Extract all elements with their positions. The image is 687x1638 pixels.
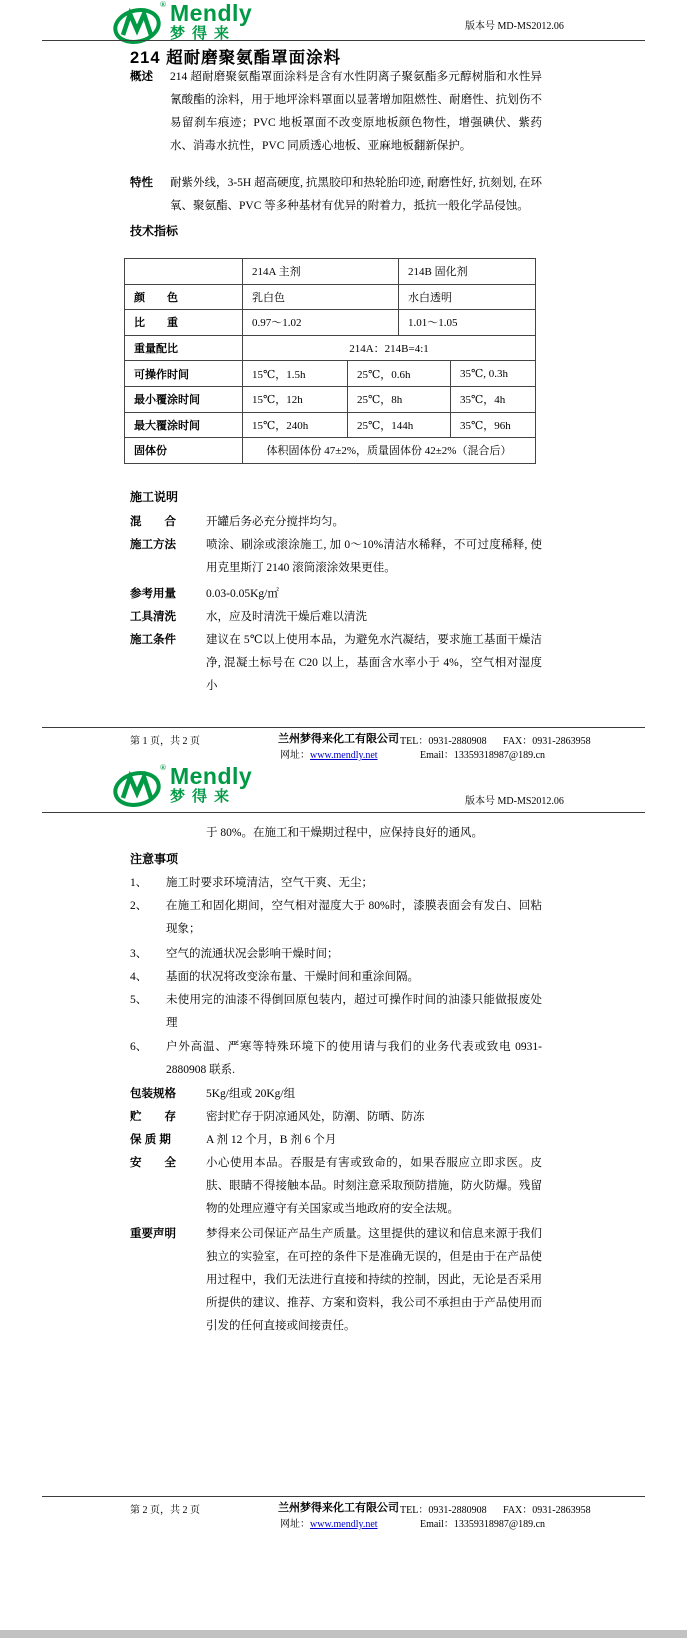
page-info-p1: 第 1 页，共 2 页	[130, 736, 200, 747]
cell-value: 35℃, 0.3h	[460, 368, 509, 381]
dosage-label: 参考用量	[130, 588, 176, 600]
note-item	[130, 872, 542, 895]
viewport-bottom-strip	[0, 1630, 687, 1638]
brand-name: Mendly	[169, 763, 253, 789]
method-text: 喷涂、刷涂或滚涂施工, 加 0～10%清洁水稀释，不可过度稀释, 使用克里斯汀 2140 滚筒滚涂效果更佳。	[206, 539, 542, 574]
safety-section	[130, 1152, 542, 1221]
packing-section	[130, 1083, 542, 1106]
row-label: 可操作时间	[125, 361, 243, 386]
feature-text: 耐紫外线，3-5H 超高硬度, 抗黑胶印和热轮胎印迹, 耐磨性好, 抗刻划, 在环氧、聚氨酯、PVC 等多种基材有优异的附着力，抵抗一般化学品侵蚀。	[170, 177, 542, 212]
footer-web-p2	[280, 1515, 378, 1530]
version-label-p2: 版本号 MD-MS2012.06	[465, 796, 564, 807]
row-label: 比 重	[125, 310, 243, 335]
mix-text: 开罐后务必充分搅拌均匀。	[206, 516, 344, 528]
tech-heading: 技术指标	[130, 224, 179, 238]
company-name: 兰州梦得来化工有限公司	[278, 733, 399, 745]
table-row-recoat-max	[125, 413, 535, 439]
note-text: 空气的流通状况会影响干燥时间；	[166, 948, 339, 960]
footer-email-p1: Email：13359318987@189.cn	[420, 750, 546, 761]
table-header-row	[125, 259, 535, 285]
brand-name: Mendly	[169, 0, 253, 26]
shelf-life-text: A 剂 12 个月，B 剂 6 个月	[206, 1134, 337, 1146]
overview-section	[130, 66, 542, 158]
note-item	[130, 895, 542, 941]
cleaning-text: 水，应及时清洗干燥后难以清洗	[206, 611, 367, 623]
website-link[interactable]: www.mendly.net	[310, 1519, 378, 1530]
header-rule-p2	[42, 812, 645, 813]
row-label: 重量配比	[125, 336, 243, 361]
condition-text: 建议在 5℃以上使用本品，为避免水汽凝结，要求施工基面干燥洁净, 混凝土标号在 C20 以上，基面含水率小于 4%，空气相对湿度小	[206, 634, 542, 692]
note-num: 6、	[130, 1041, 148, 1053]
note-text: 施工时要求环境清洁，空气干爽、无尘；	[166, 877, 373, 889]
cell-value: 1.01～1.05	[408, 317, 458, 330]
condition-label: 施工条件	[130, 634, 176, 646]
method-section	[130, 534, 542, 580]
note-item	[130, 1036, 542, 1082]
cell-value: 35℃，4h	[460, 394, 506, 407]
cell-value: 15℃，240h	[243, 413, 348, 438]
page-title: 214 超耐磨聚氨酯罩面涂料	[130, 49, 342, 67]
spec-table	[124, 258, 536, 464]
table-row-color	[125, 285, 535, 311]
note-num: 5、	[130, 994, 148, 1006]
packing-label: 包装规格	[130, 1088, 176, 1100]
brand-name-cn: 梦得来	[169, 26, 236, 42]
cleaning-label: 工具清洗	[130, 611, 176, 623]
row-label: 颜 色	[125, 285, 243, 310]
version-label: 版本号 MD-MS2012.06	[465, 21, 564, 32]
cell-value: 15℃，12h	[243, 387, 348, 412]
web-label: 网址：	[280, 1519, 310, 1530]
note-text: 户外高温、严寒等特殊环境下的使用请与我们的业务代表或致电 0931-2880908 联系.	[166, 1041, 542, 1076]
mix-label: 混 合	[130, 516, 176, 528]
row-label: 固体份	[125, 438, 243, 463]
overview-text: 214 超耐磨聚氨酯罩面涂料是含有水性阴离子聚氨酯多元醇树脂和水性异氰酸酯的涂料，用于地坪涂料罩面以显著增加阻燃性、耐磨性、抗划伤不易留刹车痕迹；PVC 地板罩面不改变原地板颜色物性，增强碘伏、紫药水、消毒水抗性，PVC 同质透心地板、亚麻地板翻新保护。	[170, 71, 542, 152]
mendly-logo-mark	[112, 2, 164, 48]
page-info-p2: 第 2 页，共 2 页	[130, 1505, 200, 1516]
construction-heading: 施工说明	[130, 490, 179, 504]
statement-label: 重要声明	[130, 1228, 176, 1240]
shelf-life-section	[130, 1129, 542, 1152]
mix-section	[130, 511, 542, 534]
table-row-recoat-min	[125, 387, 535, 413]
feature-label: 特性	[130, 177, 153, 189]
web-label: 网址：	[280, 750, 310, 761]
footer-tel: TEL：0931-2880908	[400, 736, 487, 747]
note-num: 2、	[130, 900, 148, 912]
method-label: 施工方法	[130, 539, 176, 551]
mendly-logo	[112, 2, 252, 48]
note-text: 基面的状况将改变涂布量、干燥时间和重涂间隔。	[166, 971, 419, 983]
cell-value: 25℃，8h	[348, 387, 451, 412]
table-row-density	[125, 310, 535, 336]
packing-text: 5Kg/组或 20Kg/组	[206, 1088, 296, 1100]
feature-section	[130, 172, 542, 218]
cell-value: 体积固体份 47±2%，质量固体份 42±2%（混合后）	[266, 445, 512, 458]
cell-value: 水白透明	[408, 291, 452, 304]
footer-rule-p1	[42, 727, 645, 728]
note-item	[130, 943, 542, 966]
row-label: 最大覆涂时间	[125, 413, 243, 438]
footer-email-p2: Email：13359318987@189.cn	[420, 1519, 546, 1530]
footer-rule-p2	[42, 1496, 645, 1497]
row-label: 最小覆涂时间	[125, 387, 243, 412]
cell-value: 35℃，96h	[460, 419, 511, 432]
note-item	[130, 989, 542, 1035]
brand-name-cn: 梦得来	[169, 789, 236, 805]
cleaning-section	[130, 606, 542, 629]
condition-section	[130, 629, 542, 698]
note-num: 1、	[130, 877, 148, 889]
website-link[interactable]: www.mendly.net	[310, 750, 378, 761]
statement-section	[130, 1223, 542, 1338]
mendly-logo-p2	[112, 765, 252, 811]
registered-mark: ®	[160, 0, 166, 9]
cell-value: 0.97～1.02	[243, 310, 399, 335]
storage-label: 贮 存	[130, 1111, 176, 1123]
note-num: 4、	[130, 971, 148, 983]
note-text: 在施工和固化期间，空气相对湿度大于 80%时，漆膜表面会有发白、回粘现象；	[166, 900, 542, 935]
company-name: 兰州梦得来化工有限公司	[278, 1502, 399, 1514]
table-row-ratio	[125, 336, 535, 362]
cell-value: 214A：214B=4:1	[349, 343, 429, 356]
cell-value: 25℃，144h	[348, 413, 451, 438]
header-rule	[42, 40, 645, 41]
notes-heading: 注意事项	[130, 852, 179, 866]
shelf-life-label: 保 质 期	[130, 1134, 171, 1146]
table-row-pot-life	[125, 361, 535, 387]
safety-label: 安 全	[130, 1157, 176, 1169]
note-text: 未使用完的油漆不得倒回原包装内，超过可操作时间的油漆只能做报废处理	[166, 994, 542, 1029]
condition-continuation: 于 80%。在施工和干燥期过程中，应保持良好的通风。	[206, 827, 483, 839]
statement-text: 梦得来公司保证产品生产质量。这里提供的建议和信息来源于我们独立的实验室，在可控的条件下是准确无误的，但是由于在产品使用过程中，我们无法进行直接和持续的控制，因此，无论是否采用所提供的建议、推荐、方案和资料，我公司不承担由于产品使用而引发的任何直接或间接责任。	[206, 1228, 542, 1332]
dosage-section	[130, 583, 542, 606]
footer-fax: FAX：0931-2863958	[503, 736, 591, 747]
dosage-text: 0.03-0.05Kg/㎡	[206, 588, 279, 600]
mendly-logo-mark	[112, 765, 164, 811]
footer-fax: FAX：0931-2863958	[503, 1505, 591, 1516]
table-header-214a: 214A 主剂	[243, 259, 399, 284]
footer-web-p1	[280, 746, 378, 761]
storage-text: 密封贮存于阴凉通风处，防潮、防晒、防冻	[206, 1111, 425, 1123]
table-header-214b: 214B 固化剂	[408, 266, 468, 279]
safety-text: 小心使用本品。吞服是有害或致命的，如果吞服应立即求医。皮肤、眼睛不得接触本品。时刻注意采取预防措施，防火防爆。残留物的处理应遵守有关国家或当地政府的安全法规。	[206, 1157, 542, 1215]
cell-value: 乳白色	[243, 285, 399, 310]
overview-label: 概述	[130, 71, 153, 83]
registered-mark: ®	[160, 763, 166, 772]
storage-section	[130, 1106, 542, 1129]
table-row-solids	[125, 438, 535, 463]
cell-value: 15℃，1.5h	[243, 361, 348, 386]
footer-tel: TEL：0931-2880908	[400, 1505, 487, 1516]
note-item	[130, 966, 542, 989]
note-num: 3、	[130, 948, 148, 960]
table-header-blank	[125, 259, 243, 284]
cell-value: 25℃，0.6h	[348, 361, 451, 386]
